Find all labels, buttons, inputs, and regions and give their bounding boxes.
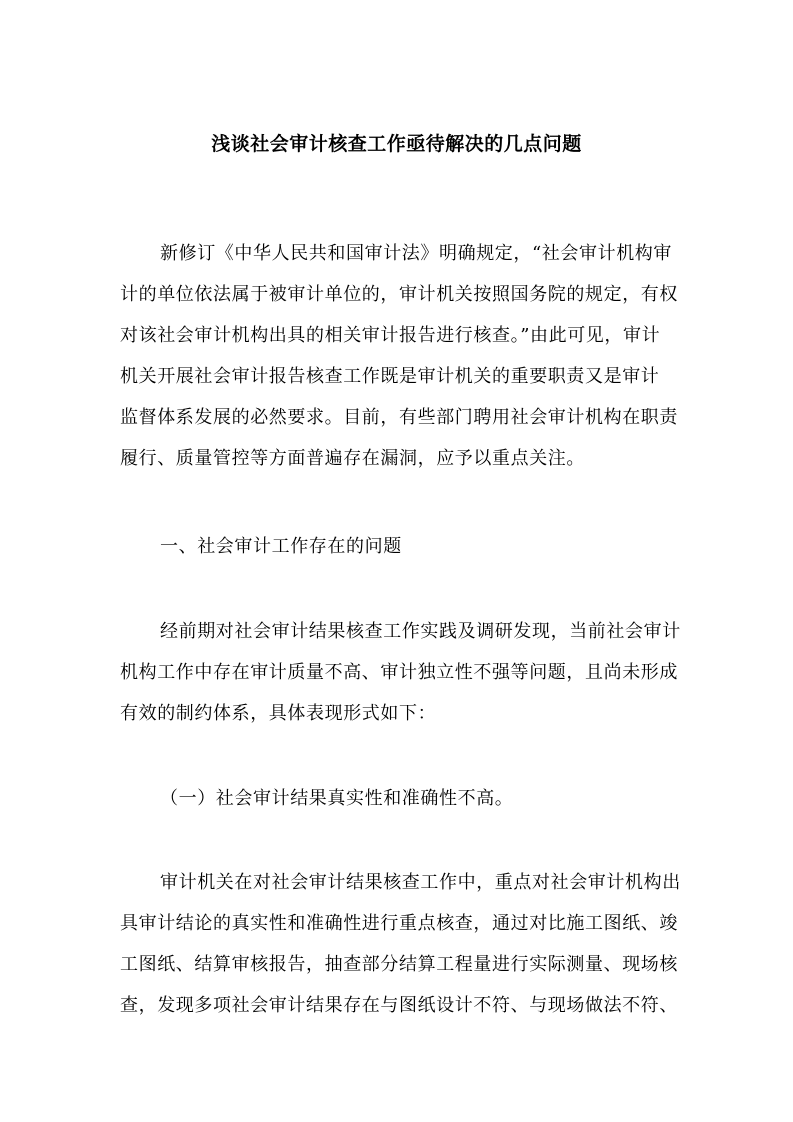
paragraph-line: 工图纸、结算审核报告，抽查部分结算工程量进行实际测量、现场核 bbox=[120, 954, 678, 975]
paragraph-line: 机构工作中存在审计质量不高、审计独立性不强等问题，且尚未形成 bbox=[120, 662, 678, 683]
paragraph-line: 经前期对社会审计结果核查工作实践及调研发现，当前社会审计 bbox=[160, 621, 681, 642]
paragraph-line: 履行、质量管控等方面普遍存在漏洞，应予以重点关注。 bbox=[120, 448, 585, 469]
document-title: 浅谈社会审计核查工作亟待解决的几点问题 bbox=[211, 133, 582, 155]
paragraph-line: 审计机关在对社会审计结果核查工作中，重点对社会审计机构出 bbox=[160, 872, 681, 893]
paragraph-line: 机关开展社会审计报告核查工作既是审计机关的重要职责又是审计 bbox=[120, 366, 660, 387]
paragraph-line: 有效的制约体系，具体表现形式如下： bbox=[120, 703, 437, 724]
paragraph-line: 对该社会审计机构出具的相关审计报告进行核查。”由此可见，审计 bbox=[120, 325, 661, 346]
paragraph-line: 计的单位依法属于被审计单位的，审计机关按照国务院的规定，有权 bbox=[120, 284, 678, 305]
paragraph-line: 查，发现多项社会审计结果存在与图纸设计不符、与现场做法不符、 bbox=[120, 995, 678, 1016]
paragraph-line: 新修订《中华人民共和国审计法》明确规定，“社会审计机构审 bbox=[160, 243, 672, 264]
paragraph-line: 监督体系发展的必然要求。目前，有些部门聘用社会审计机构在职责 bbox=[120, 407, 678, 428]
paragraph-line: 具审计结论的真实性和准确性进行重点核查，通过对比施工图纸、竣 bbox=[120, 913, 678, 934]
section-heading: 一、社会审计工作存在的问题 bbox=[160, 536, 402, 557]
subsection-heading: （一）社会审计结果真实性和准确性不高。 bbox=[160, 788, 514, 809]
